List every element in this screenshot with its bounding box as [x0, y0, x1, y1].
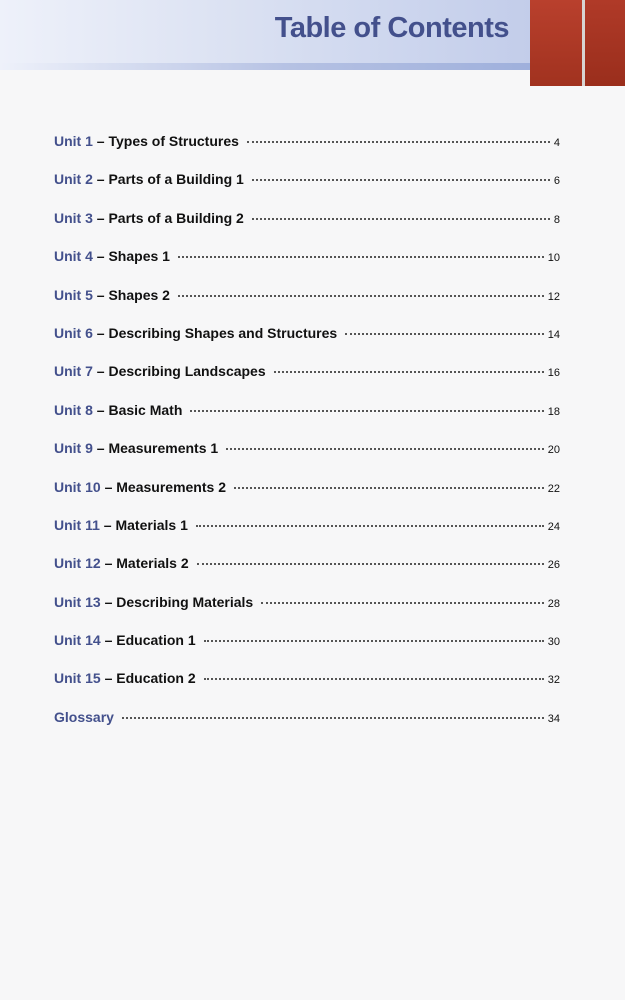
- toc-entry-unit-9[interactable]: [54, 440, 560, 478]
- separator: –: [100, 593, 117, 610]
- separator: –: [100, 632, 117, 649]
- page-number: 14: [547, 328, 560, 341]
- entry-title: Types of Structures: [108, 133, 239, 149]
- entry-title: Basic Math: [108, 401, 183, 418]
- toc-entry-unit-4[interactable]: [54, 248, 560, 286]
- toc-entry-unit-10[interactable]: [54, 479, 560, 517]
- dot-leader: [196, 525, 544, 527]
- unit-label: Unit 11: [54, 516, 100, 533]
- dot-leader: [345, 333, 544, 335]
- unit-label: Unit 9: [54, 440, 93, 457]
- separator: –: [92, 171, 109, 188]
- header-rule: [0, 63, 530, 70]
- dot-leader: [204, 640, 544, 642]
- dot-leader: [178, 256, 544, 258]
- toc-entry-unit-12[interactable]: [54, 555, 560, 593]
- entry-title: Describing Materials: [116, 593, 254, 610]
- separator: –: [92, 248, 109, 265]
- toc-entry-unit-6[interactable]: [54, 325, 560, 363]
- page-number: 34: [547, 712, 560, 725]
- separator: –: [92, 401, 109, 418]
- entry-title: Materials 2: [116, 555, 189, 572]
- toc-entry-unit-13[interactable]: [54, 594, 560, 632]
- entry-title: Materials 1: [115, 516, 188, 533]
- dot-leader: [190, 410, 543, 412]
- unit-label: Unit 8: [54, 401, 93, 418]
- separator: –: [92, 440, 109, 457]
- separator: –: [92, 324, 109, 341]
- entry-title: Describing Landscapes: [108, 363, 266, 380]
- entry-title: Measurements 2: [116, 478, 226, 495]
- page-number: 24: [547, 520, 560, 533]
- unit-label: Unit 4: [54, 248, 93, 265]
- unit-label: Unit 12: [54, 555, 101, 572]
- toc-entry-unit-1[interactable]: [54, 133, 560, 171]
- page-number: 4: [553, 137, 560, 149]
- page-number: 32: [547, 674, 560, 687]
- entry-title: Education 2: [116, 670, 196, 687]
- toc-entry-unit-15[interactable]: [54, 670, 560, 708]
- toc-entry-unit-8[interactable]: [54, 402, 560, 440]
- unit-label: Unit 1: [54, 133, 93, 149]
- toc-entry-unit-3[interactable]: [54, 210, 560, 248]
- unit-label: Unit 6: [54, 324, 93, 341]
- entry-title: Parts of a Building 1: [108, 171, 244, 188]
- separator: –: [100, 670, 117, 687]
- separator: –: [92, 286, 109, 303]
- page-number: 20: [547, 444, 560, 457]
- dot-leader: [247, 141, 550, 143]
- toc-entry-unit-11[interactable]: [54, 517, 560, 555]
- unit-label: Unit 5: [54, 286, 93, 303]
- entry-title: Measurements 1: [108, 440, 219, 457]
- page-number: 12: [547, 290, 560, 303]
- dot-leader: [197, 563, 544, 565]
- separator: –: [99, 516, 116, 533]
- dot-leader: [178, 295, 544, 297]
- toc-list: [54, 133, 560, 747]
- entry-title: Shapes 1: [108, 248, 170, 265]
- dot-leader: [226, 448, 544, 450]
- section-tab-left: [530, 0, 582, 86]
- dot-leader: [234, 487, 544, 489]
- toc-entry-unit-5[interactable]: [54, 287, 560, 325]
- entry-title: Education 1: [116, 632, 196, 649]
- toc-entry-glossary[interactable]: [54, 709, 560, 747]
- toc-entry-unit-2[interactable]: [54, 171, 560, 209]
- dot-leader: [252, 218, 550, 220]
- dot-leader: [122, 717, 544, 719]
- section-tab-right: [585, 0, 625, 86]
- separator: –: [100, 478, 117, 495]
- unit-label: Unit 3: [54, 209, 93, 226]
- toc-entry-unit-14[interactable]: [54, 632, 560, 670]
- page-number: 26: [547, 559, 560, 572]
- glossary-label: Glossary: [54, 708, 114, 725]
- separator: –: [92, 363, 109, 380]
- page-number: 28: [547, 597, 560, 610]
- page-number: 10: [547, 252, 560, 265]
- dot-leader: [261, 602, 544, 604]
- page-number: 8: [553, 213, 560, 226]
- unit-label: Unit 2: [54, 171, 93, 188]
- page-title: Table of Contents: [274, 12, 509, 44]
- toc-entry-unit-7[interactable]: [54, 363, 560, 401]
- unit-label: Unit 15: [54, 670, 101, 687]
- unit-label: Unit 14: [54, 632, 101, 649]
- dot-leader: [204, 678, 544, 680]
- separator: –: [100, 555, 117, 572]
- dot-leader: [274, 371, 544, 373]
- page-number: 22: [547, 482, 560, 495]
- separator: –: [92, 133, 109, 149]
- entry-title: Shapes 2: [108, 286, 170, 303]
- unit-label: Unit 7: [54, 363, 93, 380]
- unit-label: Unit 10: [54, 478, 101, 495]
- separator: –: [92, 209, 109, 226]
- page-number: 6: [553, 175, 560, 188]
- unit-label: Unit 13: [54, 593, 101, 610]
- page-number: 16: [547, 367, 560, 380]
- entry-title: Parts of a Building 2: [108, 209, 244, 226]
- page-number: 30: [547, 636, 560, 649]
- entry-title: Describing Shapes and Structures: [108, 324, 338, 341]
- page-number: 18: [547, 405, 560, 418]
- dot-leader: [252, 179, 550, 181]
